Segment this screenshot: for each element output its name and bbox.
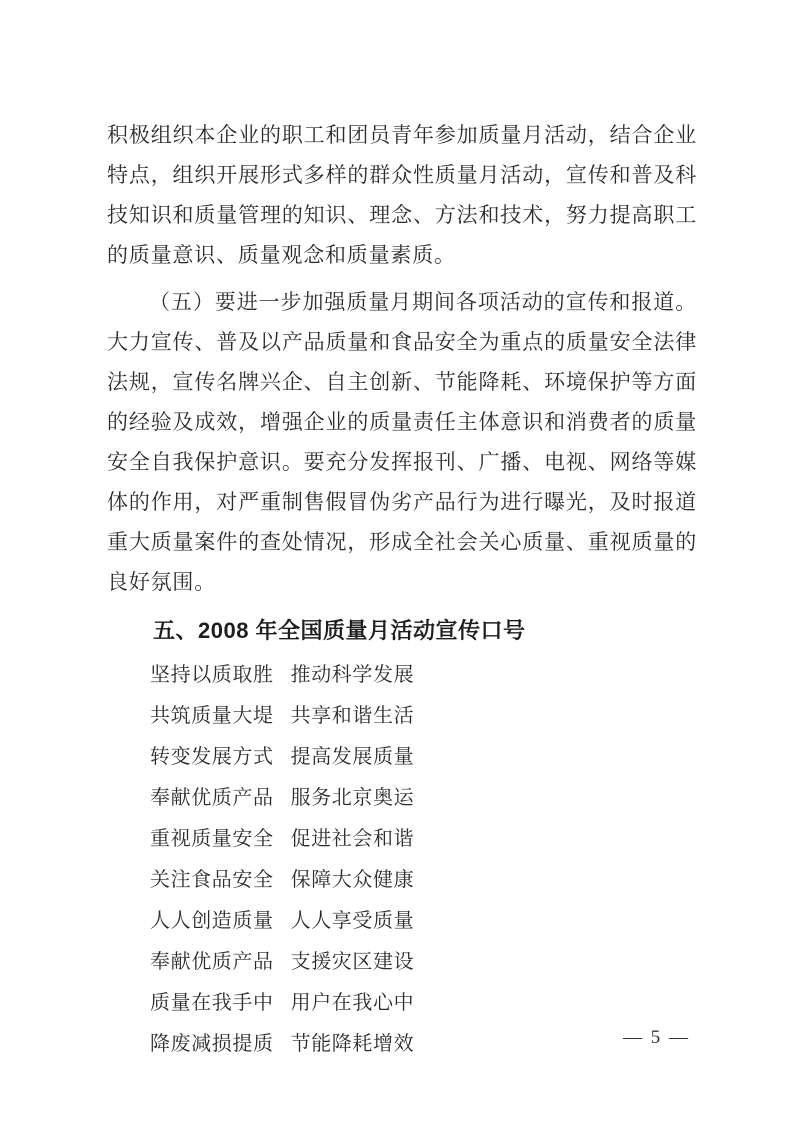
slogan-left: 奉献优质产品 <box>150 951 274 973</box>
slogan-left: 坚持以质取胜 <box>150 664 274 686</box>
slogan-left: 奉献优质产品 <box>150 787 274 809</box>
slogan-left: 质量在我手中 <box>150 992 274 1014</box>
slogan-right: 用户在我心中 <box>290 992 415 1014</box>
slogan-right: 促进社会和谐 <box>290 828 415 850</box>
slogan-row <box>150 819 697 860</box>
section-heading: 五、2008 年全国质量月活动宣传口号 <box>153 618 526 643</box>
slogan-right: 支援灾区建设 <box>290 951 415 973</box>
slogan-right: 服务北京奥运 <box>290 787 415 809</box>
body-paragraph: （五）要进一步加强质量月期间各项活动的宣传和报道。大力宣传、普及以产品质量和食品安全为重点的质量安全法律法规，宣传名牌兴企、自主创新、节能降耗、环境保护等方面的经验及成效，增强企业的质量责任主体意识和消费者的质量安全自我保护意识。要充分发挥报刊、广播、电视、网络等媒体的作用，对严重制售假冒伪劣产品行为进行曝光，及时报道重大质量案件的查处情况，形成全社会关心质量、重视质量的良好氛围。 <box>107 290 697 594</box>
slogan-row <box>150 655 697 696</box>
slogan-row <box>150 901 697 942</box>
slogan-right: 节能降耗增效 <box>290 1033 415 1055</box>
slogan-right: 保障大众健康 <box>290 869 415 891</box>
body-paragraph: 积极组织本企业的职工和团员青年参加质量月活动，结合企业特点，组织开展形式多样的群众性质量月活动，宣传和普及科技知识和质量管理的知识、理念、方法和技术，努力提高职工的质量意识、质量观念和质量素质。 <box>107 123 697 267</box>
slogan-left: 共筑质量大堤 <box>150 705 274 727</box>
slogan-row <box>150 1024 697 1065</box>
slogan-left: 降废减损提质 <box>150 1033 274 1055</box>
slogan-list <box>107 655 697 1065</box>
slogan-row <box>150 942 697 983</box>
slogan-left: 转变发展方式 <box>150 746 274 768</box>
slogan-right: 提高发展质量 <box>290 746 415 768</box>
slogan-row <box>150 983 697 1024</box>
slogan-row <box>150 778 697 819</box>
slogan-right: 人人享受质量 <box>290 910 415 932</box>
slogan-row <box>150 696 697 737</box>
slogan-left: 重视质量安全 <box>150 828 274 850</box>
slogan-left: 人人创造质量 <box>150 910 274 932</box>
slogan-left: 关注食品安全 <box>150 869 274 891</box>
slogan-right: 推动科学发展 <box>290 664 415 686</box>
page-number: — 5 — <box>623 1027 690 1048</box>
slogan-row <box>150 860 697 901</box>
slogan-right: 共享和谐生活 <box>290 705 415 727</box>
slogan-row <box>150 737 697 778</box>
